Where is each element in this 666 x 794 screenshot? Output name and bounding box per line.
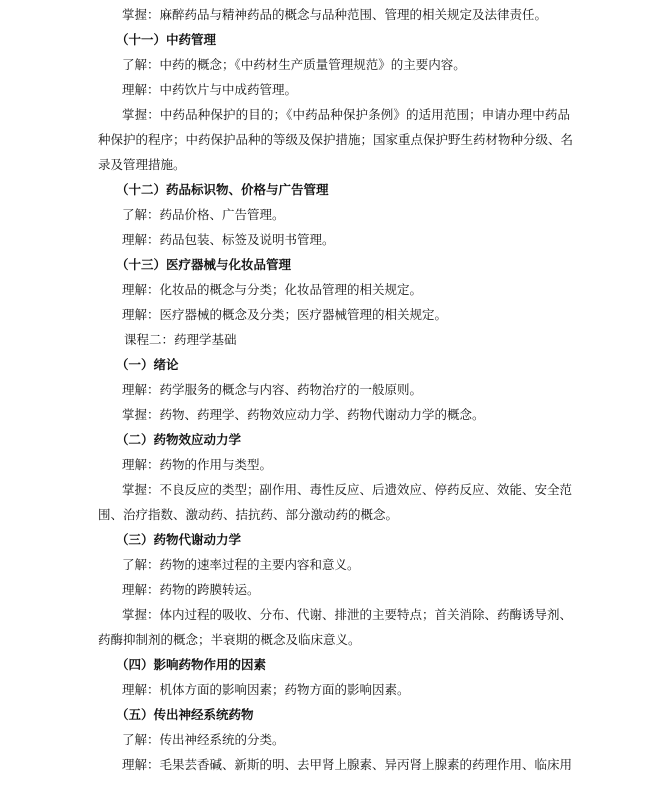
section-heading: （四）影响药物作用的因素 (116, 657, 267, 672)
text-line: 了解：中药的概念；《中药材生产质量管理规范》的主要内容。 (122, 57, 466, 72)
text-line: 掌握：麻醉药品与精神药品的概念与品种范围、管理的相关规定及法律责任。 (122, 7, 548, 22)
text-line: 理解：药物的跨膜转运。 (122, 582, 260, 597)
text-line: 药酶抑制剂的概念；半衰期的概念及临床意义。 (98, 632, 361, 647)
text-line: 理解：医疗器械的概念及分类；医疗器械管理的相关规定。 (122, 307, 448, 322)
text-line: 掌握：中药品种保护的目的；《中药品种保护条例》的适用范围；申请办理中药品 (122, 107, 570, 122)
text-line: 理解：药品包装、标签及说明书管理。 (122, 232, 335, 247)
text-line: 理解：药学服务的概念与内容、药物治疗的一般原则。 (122, 382, 423, 397)
text-line: 掌握：不良反应的类型；副作用、毒性反应、后遗效应、停药反应、效能、安全范 (122, 482, 573, 497)
section-heading: （五）传出神经系统药物 (116, 707, 254, 722)
section-heading: （三）药物代谢动力学 (116, 532, 242, 547)
text-line: 了解：药品价格、广告管理。 (122, 207, 285, 222)
text-line: 理解：机体方面的影响因素；药物方面的影响因素。 (122, 682, 410, 697)
text-line: 理解：毛果芸香碱、新斯的明、去甲肾上腺素、异丙肾上腺素的药理作用、临床用 (122, 757, 573, 772)
text-line: 录及管理措施。 (98, 157, 186, 172)
text-line: 掌握：体内过程的吸收、分布、代谢、排泄的主要特点；首关消除、药酶诱导剂、 (122, 607, 573, 622)
course-title: 课程二：药理学基础 (124, 332, 237, 347)
text-line: 围、治疗指数、激动药、拮抗药、部分激动药的概念。 (98, 507, 399, 522)
text-line: 理解：化妆品的概念与分类；化妆品管理的相关规定。 (122, 282, 423, 297)
text-line: 了解：传出神经系统的分类。 (122, 732, 285, 747)
section-heading: （二）药物效应动力学 (116, 432, 242, 447)
section-heading: （十二）药品标识物、价格与广告管理 (116, 182, 329, 197)
text-line: 掌握：药物、药理学、药物效应动力学、药物代谢动力学的概念。 (122, 407, 485, 422)
text-line: 理解：中药饮片与中成药管理。 (122, 82, 298, 97)
text-line: 了解：药物的速率过程的主要内容和意义。 (122, 557, 360, 572)
section-heading: （一）绪论 (116, 357, 179, 372)
section-heading: （十三）医疗器械与化妆品管理 (116, 257, 292, 272)
section-heading: （十一）中药管理 (116, 32, 217, 47)
text-line: 种保护的程序；中药保护品种的等级及保护措施；国家重点保护野生药材物种分级、名 (98, 132, 574, 147)
text-line: 理解：药物的作用与类型。 (122, 457, 273, 472)
